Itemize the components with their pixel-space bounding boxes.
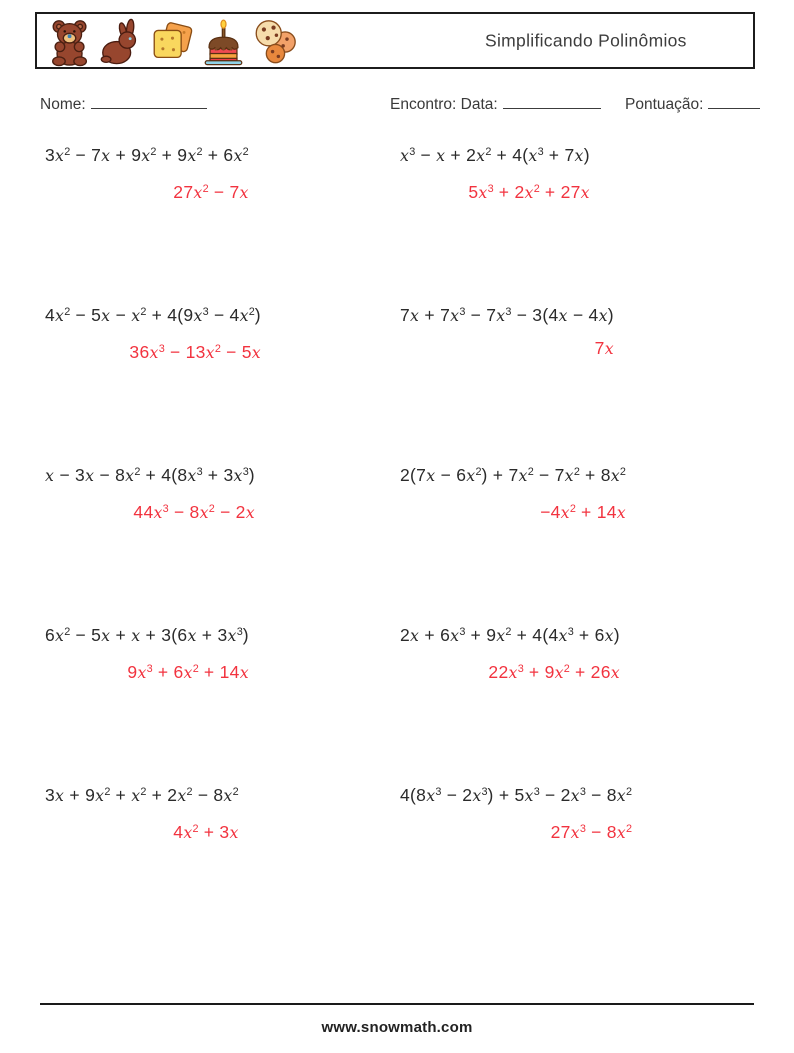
problem-8 — [400, 620, 620, 780]
problem-answer: $27x^2 - 7x$ — [173, 181, 249, 202]
problem-answer: $36x^3 - 13x^2 - 5x$ — [129, 341, 261, 362]
crackers-icon — [149, 17, 196, 67]
problem-expression: $7x + 7x^3 - 7x^3 - 3(4x - 4x)$ — [400, 304, 614, 325]
problem-expression: $3x^2 - 7x + 9x^2 + 9x^2 + 6x^2$ — [45, 144, 249, 165]
problem-answer: $-4x^2 + 14x$ — [540, 501, 626, 522]
page-title: Simplificando Polinômios — [485, 30, 687, 50]
problem-6 — [400, 460, 626, 620]
problem-expression: $x - 3x - 8x^2 + 4(8x^3 + 3x^3)$ — [45, 464, 255, 485]
score-label: Pontuação: — [625, 96, 704, 113]
problem-3 — [45, 300, 261, 460]
cookies-icon — [251, 17, 298, 67]
problem-answer: 7x — [594, 337, 614, 358]
problem-answer: $5x^3 + 2x^2 + 27x$ — [468, 181, 590, 202]
problem-answer: $4x^2 + 3x$ — [173, 821, 239, 842]
footer-divider — [40, 1003, 754, 1005]
problem-expression: $x^3 - x + 2x^2 + 4(x^3 + 7x)$ — [400, 144, 590, 165]
problem-answer: $27x^3 - 8x^2$ — [550, 821, 632, 842]
birthday-cake-icon — [200, 17, 247, 67]
problem-expression: $3x + 9x^2 + x^2 + 2x^2 - 8x^2$ — [45, 784, 239, 805]
problem-1 — [45, 140, 249, 300]
problem-10 — [400, 780, 632, 940]
decoration-icon-row — [47, 17, 298, 67]
problem-expression: $6x^2 - 5x + x + 3(6x + 3x^3)$ — [45, 624, 249, 645]
date-label: Encontro: Data: — [390, 96, 498, 113]
problem-expression: $2x + 6x^3 + 9x^2 + 4(4x^3 + 6x)$ — [400, 624, 620, 645]
problem-9 — [45, 780, 239, 940]
date-blank-line — [503, 93, 601, 109]
name-blank-line — [91, 93, 207, 109]
date-field — [390, 93, 601, 114]
problem-answer: $22x^3 + 9x^2 + 26x$ — [488, 661, 620, 682]
problem-answer: $44x^3 - 8x^2 - 2x$ — [133, 501, 255, 522]
name-label: Nome: — [40, 96, 86, 113]
teddy-bear-icon — [47, 17, 94, 67]
chocolate-bunny-icon — [98, 17, 145, 67]
problem-4 — [400, 300, 614, 460]
score-field — [625, 93, 760, 114]
header-box — [35, 12, 755, 69]
problem-5 — [45, 460, 255, 620]
problem-7 — [45, 620, 249, 780]
problem-expression: $4(8x^3 - 2x^3) + 5x^3 - 2x^3 - 8x^2$ — [400, 784, 632, 805]
problem-expression: $4x^2 - 5x - x^2 + 4(9x^3 - 4x^2)$ — [45, 304, 261, 325]
name-field — [40, 93, 207, 114]
score-blank-line — [708, 93, 760, 109]
problem-answer: $9x^3 + 6x^2 + 14x$ — [127, 661, 249, 682]
footer-website: www.snowmath.com — [321, 1019, 473, 1036]
problem-expression: $2(7x - 6x^2) + 7x^2 - 7x^2 + 8x^2$ — [400, 464, 626, 485]
fields-row — [0, 93, 794, 117]
problem-2 — [400, 140, 590, 300]
problems-grid — [45, 140, 759, 940]
